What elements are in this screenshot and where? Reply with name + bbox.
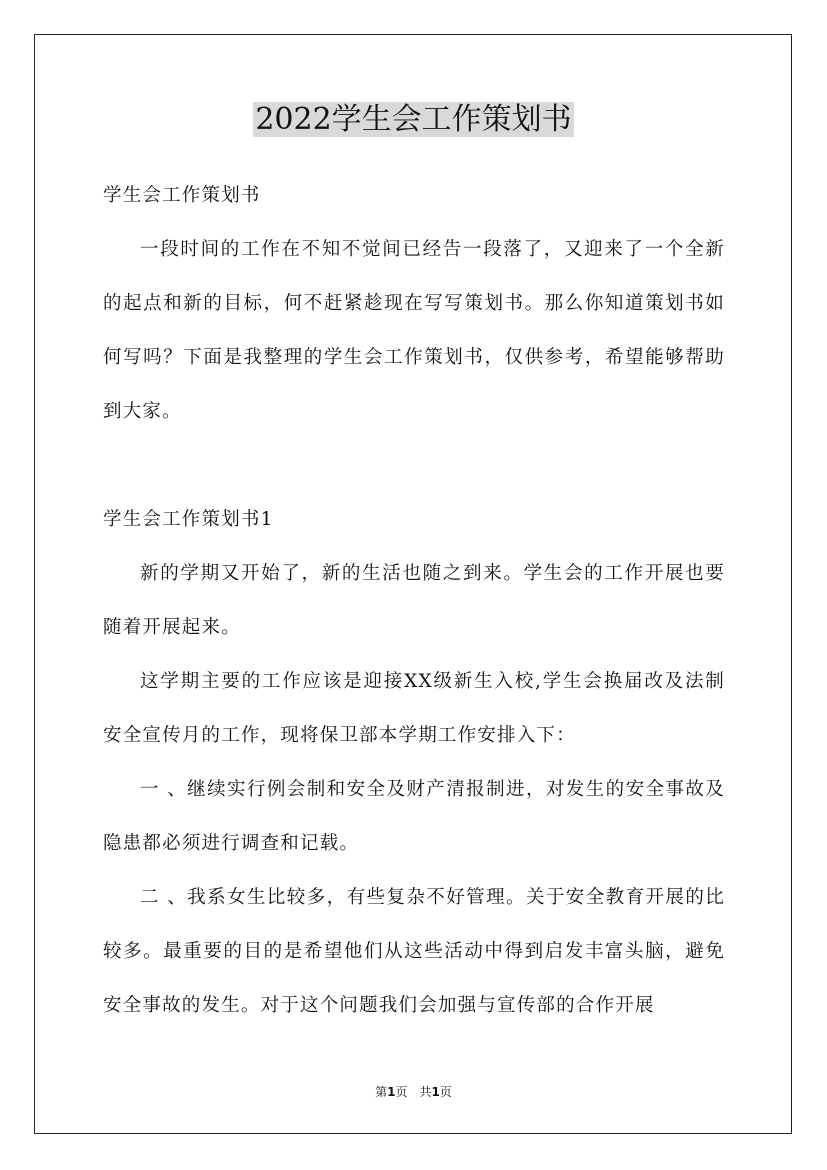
intro-paragraph: 一段时间的工作在不知不觉间已经告一段落了，又迎来了一个全新的起点和新的目标，何不赶紧趁现在写写策划书。那么你知道策划书如何写吗？下面是我整理的学生会工作策划书，仅供参考，希望能够帮助到大家。 bbox=[103, 239, 725, 422]
body-paragraph: 新的学期又开始了，新的生活也随之到来。学生会的工作开展也要随着开展起来。 bbox=[103, 563, 725, 638]
subtitle: 学生会工作策划书 bbox=[103, 185, 261, 206]
page-label-mid: 页 共 bbox=[395, 1085, 432, 1099]
document-title: 2022学生会工作策划书 bbox=[255, 102, 572, 137]
page-footer bbox=[0, 1082, 827, 1102]
body-paragraph: 一 、继续实行例会制和安全及财产清报制进，对发生的安全事故及隐患都必须进行调查和记载。 bbox=[103, 779, 725, 854]
body-paragraph: 这学期主要的工作应该是迎接XX级新生入校,学生会换届改及法制安全宣传月的工作，现将保卫部本学期工作安排入下： bbox=[103, 671, 725, 746]
document-body bbox=[103, 169, 725, 1033]
section-heading: 学生会工作策划书1 bbox=[103, 509, 274, 530]
page-label-suffix: 页 bbox=[439, 1085, 452, 1099]
page-current: 1 bbox=[387, 1085, 396, 1099]
body-paragraph: 二 、我系女生比较多，有些复杂不好管理。关于安全教育开展的比较多。最重要的目的是希望他们从这些活动中得到启发丰富头脑，避免安全事故的发生。对于这个问题我们会加强与宣传部的合作开展 bbox=[103, 887, 725, 1016]
document-title-block bbox=[0, 98, 827, 142]
page-label-prefix: 第 bbox=[375, 1085, 388, 1099]
page-total: 1 bbox=[431, 1085, 440, 1099]
paragraph-gap bbox=[103, 439, 725, 493]
